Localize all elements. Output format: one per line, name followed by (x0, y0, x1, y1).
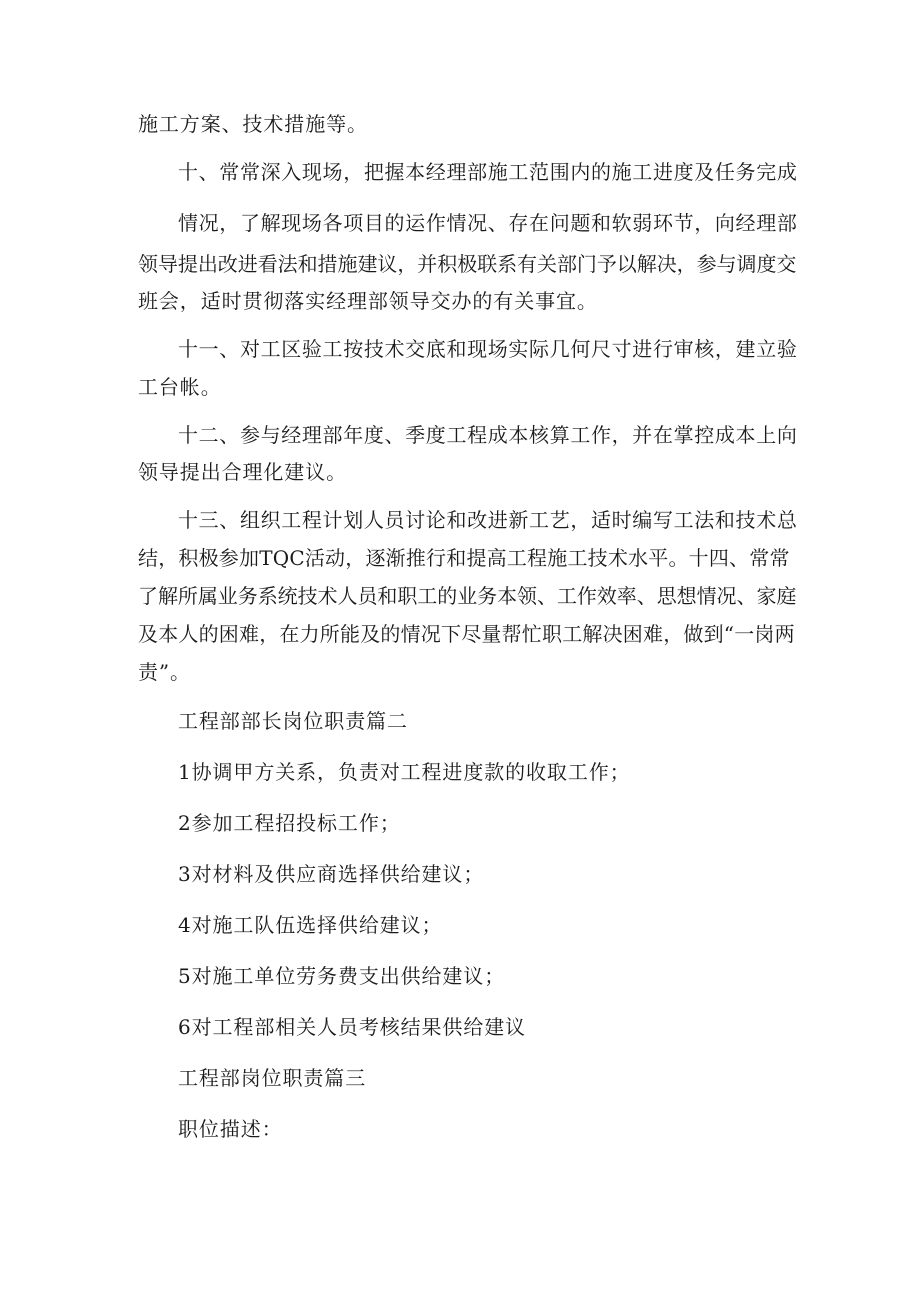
list-item: 5对施工单位劳务费支出供给建议； (178, 964, 506, 988)
section-heading: 工程部部长岗位职责篇二 (178, 709, 408, 733)
paragraph-line: 情况，了解现场各项目的运作情况、存在问题和软弱环节，向经理部 (178, 211, 798, 235)
paragraph-line: 责”。 (138, 660, 191, 684)
paragraph-line: 十三、组织工程计划人员讨论和改进新工艺，适时编写工法和技术总 (178, 508, 798, 532)
paragraph-line: 了解所属业务系统技术人员和职工的业务本领、工作效率、思想情况、家庭 (138, 584, 797, 608)
section-subheading: 职位描述： (178, 1117, 283, 1141)
paragraph-line: 施工方案、技术措施等。 (138, 112, 368, 136)
list-item: 3对材料及供应商选择供给建议； (178, 862, 485, 886)
paragraph-line: 领导提出改进看法和措施建议，并积极联系有关部门予以解决，参与调度交 (138, 252, 797, 276)
list-item: 4对施工队伍选择供给建议； (178, 913, 443, 937)
paragraph-line: 十、常常深入现场，把握本经理部施工范围内的施工进度及任务完成 (178, 160, 798, 184)
paragraph-line: 十一、对工区验工按技术交底和现场实际几何尺寸进行审核，建立验 (178, 337, 798, 361)
list-item: 2参加工程招投标工作； (178, 811, 401, 835)
paragraph-line: 领导提出合理化建议。 (138, 460, 347, 484)
list-item: 1协调甲方关系，负责对工程进度款的收取工作； (178, 760, 631, 784)
paragraph-line: 工台帐。 (138, 375, 222, 399)
paragraph-line: 十二、参与经理部年度、季度工程成本核算工作，并在掌控成本上向 (178, 423, 798, 447)
section-heading: 工程部岗位职责篇三 (178, 1066, 367, 1090)
paragraph-line: 结，积极参加TQC活动，逐渐推行和提高工程施工技术水平。十四、常常 (138, 546, 790, 570)
list-item: 6对工程部相关人员考核结果供给建议 (178, 1015, 527, 1039)
paragraph-line: 及本人的困难，在力所能及的情况下尽量帮忙职工解决困难，做到“一岗两 (138, 622, 795, 646)
paragraph-line: 班会，适时贯彻落实经理部领导交办的有关事宜。 (138, 289, 598, 313)
